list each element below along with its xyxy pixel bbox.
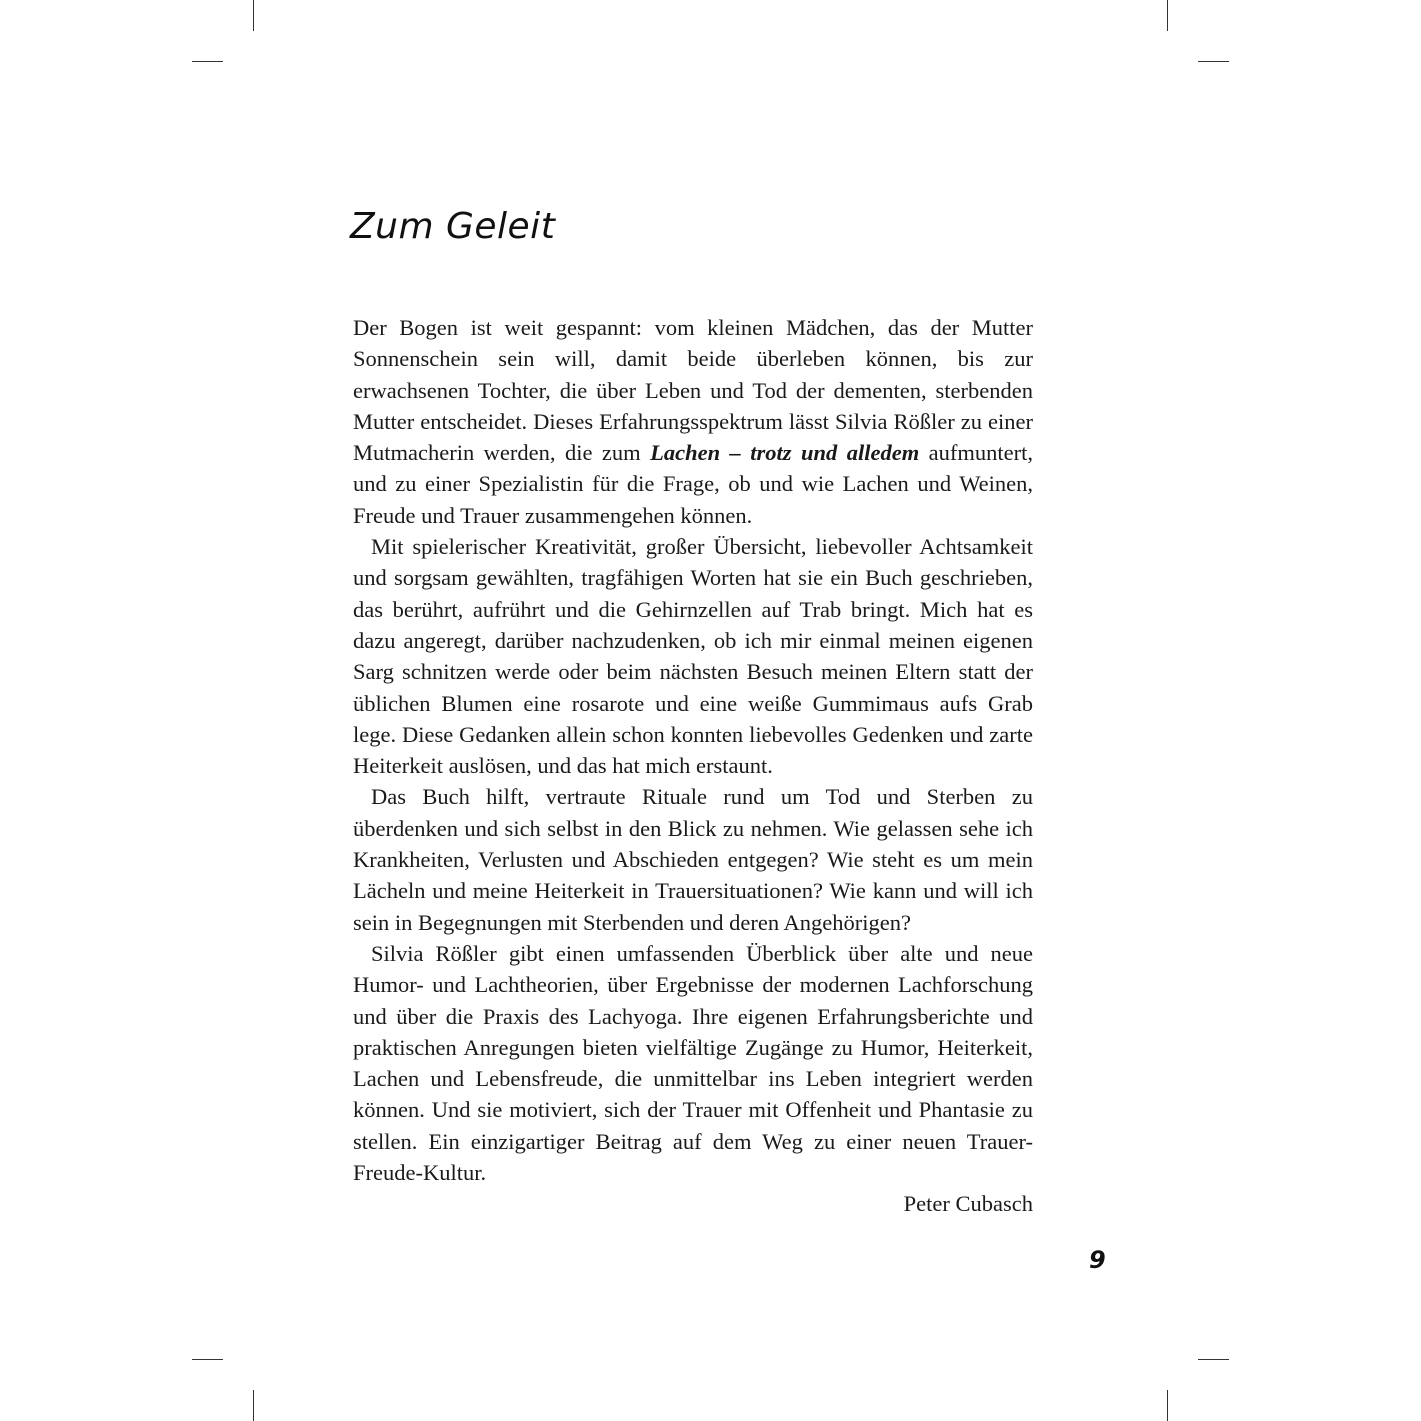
page-number: 9 <box>1089 1246 1106 1274</box>
paragraph-3: Das Buch hilft, vertraute Rituale rund um Tod und Sterben zu überdenken und sich selbst in den Blick zu nehmen. Wie gelassen sehe ich Krankheiten, Verlusten und Abschieden entgegen? Wie steht es um mein Lächeln und meine Heiterkeit in Trauersituationen? Wie kann und will ich sein in Begegnungen mit Sterbenden und deren Angehörigen? <box>353 784 1033 935</box>
paragraph-1-emphasis: Lachen – trotz und alledem <box>650 440 920 466</box>
paragraph-1-end: aufmuntert, und zu einer Spezialistin für die Frage, ob und wie Lachen und Weinen, Freude und Trauer zusammengehen können. <box>353 440 1033 528</box>
chapter-heading: Zum Geleit <box>350 206 556 247</box>
author-signature: Peter Cubasch <box>903 1191 1033 1217</box>
crop-mark-top-left <box>253 0 254 31</box>
paragraph-4: Silvia Rößler gibt einen umfassenden Überblick über alte und neue Humor- und Lachtheorien, über Ergebnisse der modernen Lachforschung und über die Praxis des Lachyoga. Ihre eigenen Erfahrungsberichte und praktischen Anregungen bieten vielfältige Zugänge zu Humor, Heiterkeit, Lachen und Lebensfreude, die unmittelbar ins Leben integriert werden können. Und sie motiviert, sich der Trauer mit Offenheit und Phantasie zu stellen. Ein einzigartiger Beitrag auf dem Weg zu einer neuen Trauer-Freude-Kultur. <box>353 940 1033 1186</box>
crop-mark-top-right-horizontal <box>1198 61 1229 62</box>
crop-mark-bottom-right-horizontal <box>1198 1359 1229 1360</box>
crop-mark-top-right <box>1167 0 1168 31</box>
paragraph-1 <box>353 312 1033 531</box>
paragraph-1-start: Der Bogen ist weit gespannt: vom kleinen Mädchen, das der Mutter Sonnenschein sein will, damit beide überleben können, bis zur erwachsenen Tochter, die über Leben und Tod der dementen, sterbenden Mutter entscheidet. Dieses Erfahrungsspektrum lässt Silvia Rößler zu einer Mutmacherin werden, die zum <box>353 315 1033 466</box>
body-text <box>353 312 1033 1220</box>
crop-mark-bottom-left-horizontal <box>192 1359 223 1360</box>
crop-mark-bottom-right <box>1167 1390 1168 1421</box>
paragraph-2: Mit spielerischer Kreativität, großer Übersicht, liebevoller Achtsamkeit und sorgsam gewählten, tragfähigen Worten hat sie ein Buch geschrieben, das berührt, aufrührt und die Gehirnzellen auf Trab bringt. Mich hat es dazu angeregt, darüber nachzudenken, ob ich mir einmal meinen eigenen Sarg schnitzen werde oder beim nächsten Besuch meinen Eltern statt der üblichen Blumen eine rosarote und eine weiße Gummimaus aufs Grab lege. Diese Gedanken allein schon konnten liebevolles Gedenken und zarte Heiterkeit auslösen, und das hat mich erstaunt. <box>353 534 1033 779</box>
crop-mark-top-left-horizontal <box>192 61 223 62</box>
crop-mark-bottom-left <box>253 1390 254 1421</box>
